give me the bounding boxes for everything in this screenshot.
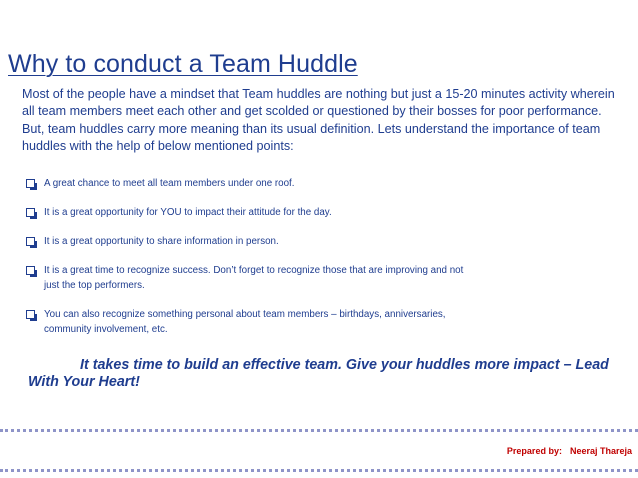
author-name: Neeraj Thareja — [569, 446, 632, 456]
footer-divider-top — [0, 429, 638, 432]
checkbox-bullet-icon — [26, 266, 35, 275]
point-item — [26, 263, 466, 293]
footer-divider-bottom — [0, 469, 638, 472]
checkbox-bullet-icon — [26, 237, 35, 246]
point-text: It is a great time to recognize success. Don’t forget to recognize those that are improving and not just the top performers. — [44, 265, 464, 291]
footer-credit — [507, 446, 632, 456]
prepared-by-label: Prepared by: — [506, 446, 562, 456]
points-list — [26, 176, 466, 351]
point-text: You can also recognize something personal about team members – birthdays, anniversaries, community involvement, etc. — [44, 309, 446, 335]
point-text: A great chance to meet all team members under one roof. — [44, 178, 295, 189]
point-text: It is a great opportunity for YOU to impact their attitude for the day. — [44, 207, 332, 218]
checkbox-bullet-icon — [26, 179, 35, 188]
closing-quote: It takes time to build an effective team. Give your huddles more impact – Lead With Your Heart! — [28, 357, 609, 390]
checkbox-bullet-icon — [26, 208, 35, 217]
point-item — [26, 176, 466, 191]
point-item — [26, 205, 466, 220]
point-item — [26, 307, 466, 337]
point-item — [26, 234, 466, 249]
slide-title: Why to conduct a Team Huddle — [8, 50, 358, 78]
point-text: It is a great opportunity to share information in person. — [44, 236, 279, 247]
intro-paragraph: Most of the people have a mindset that Team huddles are nothing but just a 15-20 minutes activity wherein all team members meet each other and get scolded or questioned by their bosses for poor performance. But, team huddles carry more meaning than its usual definition. Lets understand the importance of team huddles with the help of below mentioned points: — [22, 87, 615, 153]
checkbox-bullet-icon — [26, 310, 35, 319]
